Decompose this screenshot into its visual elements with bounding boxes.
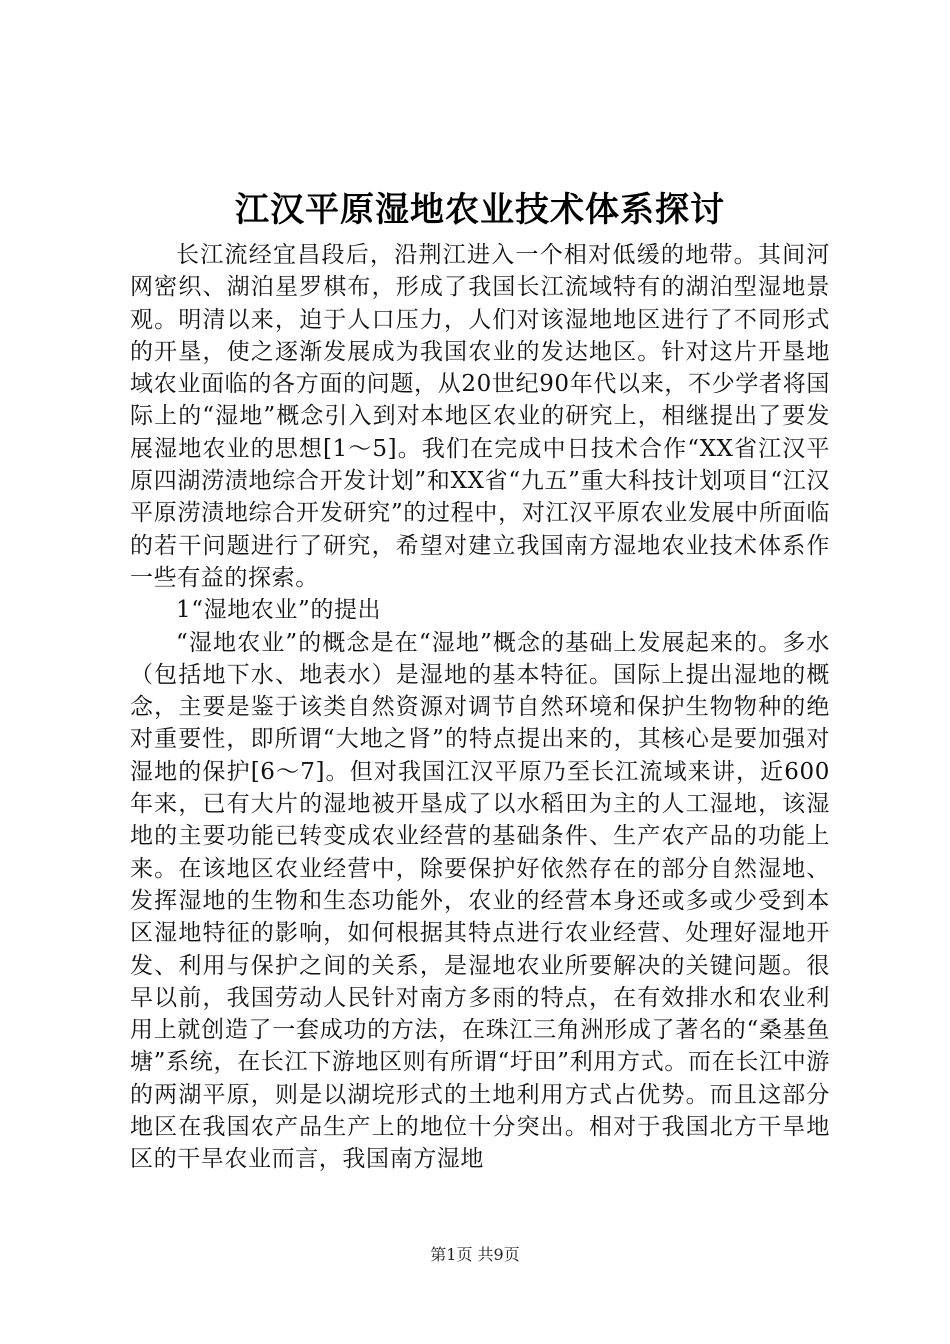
- intro-paragraph: 长江流经宜昌段后，沿荆江进入一个相对低缓的地带。其间河网密织、湖泊星罗棋布，形成了我国长江流域特有的湖泊型湿地景观。明清以来，迫于人口压力，人们对该湿地地区进行了不同形式的开垦，使之逐渐发展成为我国农业的发达地区。针对这片开垦地域农业面临的各方面的问题，从20世纪90年代以来，不少学者将国际上的“湿地”概念引入到对本地区农业的研究上，相继提出了要发展湿地农业的思想[1～5]。我们在完成中日技术合作“XX省江汉平原四湖涝渍地综合开发计划”和XX省“九五”重大科技计划项目“江汉平原涝渍地综合开发研究”的过程中，对江汉平原农业发展中所面临的若干问题进行了研究，希望对建立我国南方湿地农业技术体系作一些有益的探索。: [130, 242, 830, 591]
- section-paragraph: “湿地农业”的概念是在“湿地”概念的基础上发展起来的。多水（包括地下水、地表水）是湿地的基本特征。国际上提出湿地的概念，主要是鉴于该类自然资源对调节自然环境和保护生物物种的绝对重要性，即所谓“大地之肾”的特点提出来的，其核心是要加强对湿地的保护[6～7]。但对我国江汉平原乃至长江流域来讲，近600年来，已有大片的湿地被开垦成了以水稻田为主的人工湿地，该湿地的主要功能已转变成农业经营的基础条件、生产农产品的功能上来。在该地区农业经营中，除要保护好依然存在的部分自然湿地、发挥湿地的生物和生态功能外，农业的经营本身还或多或少受到本区湿地特征的影响，如何根据其特点进行农业经营、处理好湿地开发、利用与保护之间的关系，是湿地农业所要解决的关键问题。很早以前，我国劳动人民针对南方多雨的特点，在有效排水和农业利用上就创造了一套成功的方法，在珠江三角洲形成了著名的“桑基鱼塘”系统，在长江下游地区则有所谓“圩田”利用方式。而在长江中游的两湖平原，则是以湖垸形式的土地利用方式占优势。而且这部分地区在我国农产品生产上的地位十分突出。相对于我国北方干旱地区的干旱农业而言，我国南方湿地: [130, 629, 830, 1173]
- section-heading: 1“湿地农业”的提出: [176, 597, 382, 624]
- page-footer: 第1页 共9页: [430, 1245, 520, 1264]
- document-title: 江汉平原湿地农业技术体系探讨: [235, 190, 725, 230]
- document-body: [130, 239, 830, 1176]
